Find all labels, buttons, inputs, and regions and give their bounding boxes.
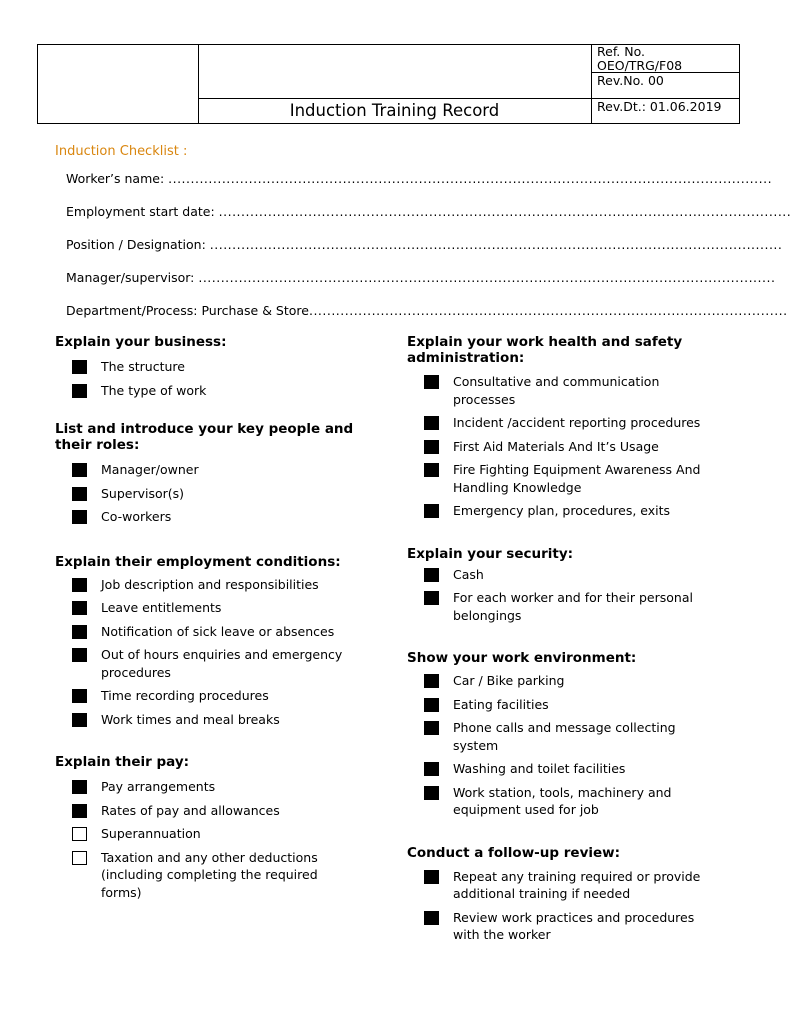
checklist-item (55, 623, 385, 641)
field-label: Position / Designation: (66, 237, 210, 252)
item-label: Time recording procedures (101, 688, 269, 703)
item-label: Out of hours enquiries and emergency procedures (101, 647, 343, 680)
checkbox-checked[interactable] (424, 674, 439, 688)
checklist-item (55, 485, 385, 503)
section-title: Conduct a follow-up review: (407, 844, 621, 861)
checkbox-checked[interactable] (424, 911, 439, 925)
checkbox-checked[interactable] (72, 625, 87, 639)
checklist-item (407, 461, 727, 496)
item-label: Washing and toilet facilities (453, 761, 626, 776)
checklist-item (407, 909, 727, 944)
checkbox-checked[interactable] (424, 568, 439, 582)
item-label: Emergency plan, procedures, exits (453, 503, 671, 518)
section-title: Explain your business: (55, 334, 227, 350)
item-label: Incident /accident reporting procedures (453, 415, 701, 430)
checklist-item (55, 461, 385, 479)
checklist-item (55, 802, 385, 820)
checklist-item (55, 508, 385, 526)
right-column (407, 334, 727, 944)
item-label: Pay arrangements (101, 779, 216, 794)
field-worker-name[interactable] (66, 170, 773, 188)
checkbox-checked[interactable] (72, 463, 87, 477)
checkbox-checked[interactable] (72, 360, 87, 374)
checkbox-unchecked[interactable] (72, 851, 87, 865)
logo-area (38, 45, 199, 123)
field-dots: ................................................................................................................................ (218, 204, 791, 219)
document-header (37, 44, 740, 124)
checklist-item (407, 719, 727, 754)
checklist-item (55, 576, 385, 594)
field-dots: ................................................................................................................................. (198, 270, 776, 285)
item-label: Taxation and any other deductions (including completing the required forms) (101, 849, 318, 900)
checklist-item (55, 711, 385, 729)
item-label: Superannuation (101, 826, 201, 841)
section-work-environment (407, 650, 727, 819)
section-follow-up-review (407, 845, 727, 944)
checklist-item (407, 566, 727, 584)
checklist-item (407, 696, 727, 714)
item-label: Manager/owner (101, 462, 199, 477)
reference-column (591, 45, 740, 123)
section-employment-conditions (55, 554, 385, 729)
ref-label: Ref. No. (597, 44, 646, 59)
item-label: Work station, tools, machinery and equipment used for job (453, 784, 672, 817)
revision-number: Rev.No. 00 (597, 73, 664, 88)
checklist-item (407, 438, 727, 456)
field-label: Worker’s name: (66, 171, 169, 186)
checkbox-checked[interactable] (424, 440, 439, 454)
checkbox-checked[interactable] (72, 780, 87, 794)
section-business (55, 334, 385, 399)
field-label: Department/Process: (66, 303, 202, 318)
item-label: The type of work (101, 382, 207, 398)
checklist-item (407, 414, 727, 432)
checklist-heading: Induction Checklist : (55, 144, 188, 159)
checkbox-unchecked[interactable] (72, 827, 87, 841)
section-whs-administration (407, 334, 727, 520)
checkbox-checked[interactable] (72, 648, 87, 662)
item-label: Notification of sick leave or absences (101, 623, 335, 639)
checkbox-checked[interactable] (424, 591, 439, 605)
checkbox-checked[interactable] (424, 721, 439, 735)
checklist-item (55, 687, 385, 705)
checklist-item (407, 373, 727, 408)
checklist-item (55, 825, 385, 843)
checklist-item (407, 589, 727, 624)
checkbox-checked[interactable] (424, 762, 439, 776)
checkbox-checked[interactable] (424, 463, 439, 477)
checkbox-checked[interactable] (72, 601, 87, 615)
item-label: Eating facilities (453, 696, 549, 712)
field-manager-supervisor[interactable] (66, 269, 776, 287)
checklist-item (55, 599, 385, 617)
checklist-item (407, 760, 727, 778)
item-label: The structure (101, 359, 185, 374)
checkbox-checked[interactable] (424, 504, 439, 518)
checklist-item (55, 849, 385, 902)
field-value: Purchase & Store (201, 303, 309, 318)
item-label: Leave entitlements (101, 600, 222, 615)
item-label: Rates of pay and allowances (101, 802, 280, 818)
item-label: Review work practices and procedures with the worker (453, 909, 695, 942)
checkbox-checked[interactable] (72, 804, 87, 818)
checklist-item (407, 502, 727, 520)
item-label: Co-workers (101, 509, 172, 524)
field-department-process[interactable] (66, 302, 788, 320)
field-label: Manager/supervisor: (66, 270, 199, 285)
checkbox-checked[interactable] (72, 384, 87, 398)
field-dots: ....................................................................................................................................... (168, 171, 773, 186)
field-dots: ........................................................................................................... (308, 303, 788, 318)
checkbox-checked[interactable] (424, 698, 439, 712)
field-label: Employment start date: (66, 204, 219, 219)
checkbox-checked[interactable] (424, 416, 439, 430)
checklist-item (55, 778, 385, 796)
checkbox-checked[interactable] (424, 786, 439, 800)
item-label: Work times and meal breaks (101, 711, 280, 727)
item-label: Cash (453, 566, 484, 582)
item-label: Car / Bike parking (453, 673, 565, 688)
checklist-item (55, 382, 385, 400)
checkbox-checked[interactable] (72, 689, 87, 703)
field-dots: ................................................................................................................................ (209, 237, 783, 252)
section-title: Explain their employment conditions: (55, 553, 341, 570)
ref-value: OEO/TRG/F08 (597, 58, 683, 73)
section-title: Explain their pay: (55, 754, 190, 770)
section-key-people (55, 421, 385, 526)
checklist-item (407, 672, 727, 690)
checkbox-checked[interactable] (72, 713, 87, 727)
checkbox-checked[interactable] (72, 510, 87, 524)
field-position-designation[interactable] (66, 236, 783, 254)
field-employment-start-date[interactable] (66, 203, 791, 221)
section-title: Show your work environment: (407, 650, 637, 666)
checkbox-checked[interactable] (424, 375, 439, 389)
item-label: First Aid Materials And It’s Usage (453, 438, 659, 454)
left-column (55, 334, 385, 901)
checkbox-checked[interactable] (72, 487, 87, 501)
section-title: List and introduce your key people and their roles: (55, 421, 354, 453)
revision-date: Rev.Dt.: 01.06.2019 (597, 99, 722, 114)
item-label: Supervisor(s) (101, 485, 185, 501)
item-label: Job description and responsibilities (101, 576, 319, 592)
section-pay (55, 754, 385, 901)
checklist-item (407, 784, 727, 819)
checkbox-checked[interactable] (424, 870, 439, 884)
item-label: For each worker and for their personal belongings (453, 590, 693, 623)
section-security (407, 546, 727, 625)
item-label: Repeat any training required or provide additional training if needed (453, 868, 701, 901)
checkbox-checked[interactable] (72, 578, 87, 592)
checklist-item (407, 868, 727, 903)
document-title: Induction Training Record (289, 101, 500, 120)
section-title: Explain your security: (407, 545, 574, 562)
checklist-item (55, 358, 385, 376)
section-title: Explain your work health and safety administration: (407, 334, 683, 366)
checklist-item (55, 646, 385, 681)
item-label: Fire Fighting Equipment Awareness And Handling Knowledge (453, 462, 701, 495)
item-label: Phone calls and message collecting system (453, 720, 676, 753)
item-label: Consultative and communication processes (453, 374, 660, 407)
